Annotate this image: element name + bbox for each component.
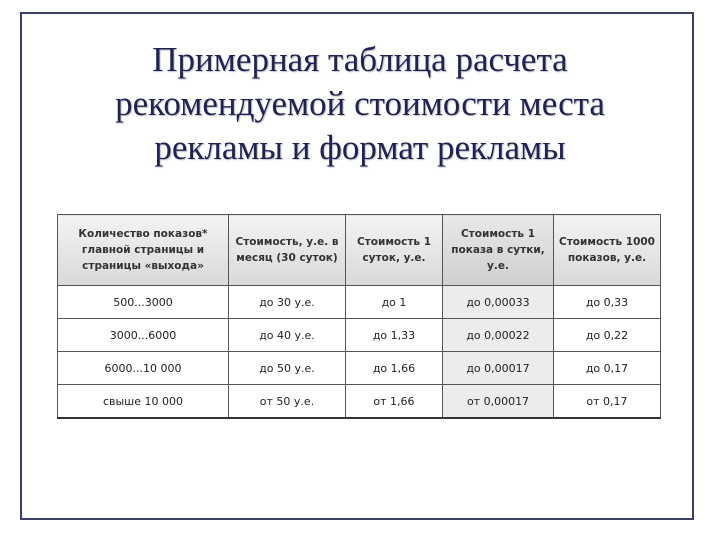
table-cell: до 40 у.е. <box>229 319 346 352</box>
table-cell: от 50 у.е. <box>229 385 346 419</box>
table-cell: до 50 у.е. <box>229 352 346 385</box>
table-row <box>58 286 661 319</box>
header-cell-monthly-cost: Стоимость, у.е. в месяц (30 суток) <box>229 215 346 286</box>
table-header-row <box>58 215 661 286</box>
title-line-1: Примерная таблица расчета <box>152 40 568 79</box>
table-cell: свыше 10 000 <box>58 385 229 419</box>
table-cell: до 30 у.е. <box>229 286 346 319</box>
table-row <box>58 319 661 352</box>
table-cell: 500...3000 <box>58 286 229 319</box>
table-cell: 6000...10 000 <box>58 352 229 385</box>
table-cell: 3000...6000 <box>58 319 229 352</box>
table-cell: до 1 <box>346 286 443 319</box>
title-line-2: рекомендуемой стоимости места <box>115 84 605 123</box>
table-row <box>58 385 661 419</box>
cost-table <box>57 214 661 419</box>
table-cell: до 1,33 <box>346 319 443 352</box>
table-cell: до 0,33 <box>554 286 661 319</box>
table-cell: от 0,00017 <box>443 385 554 419</box>
table-cell: до 0,00022 <box>443 319 554 352</box>
table-cell: от 1,66 <box>346 385 443 419</box>
table-row <box>58 352 661 385</box>
table-cell: до 0,00017 <box>443 352 554 385</box>
header-cell-daily-cost: Стоимость 1 суток, у.е. <box>346 215 443 286</box>
table-cell: до 0,22 <box>554 319 661 352</box>
table-cell: до 0,00033 <box>443 286 554 319</box>
header-cell-cpm: Стоимость 1000 показов, у.е. <box>554 215 661 286</box>
page-title <box>20 38 700 170</box>
title-line-3: рекламы и формат рекламы <box>154 128 566 167</box>
header-cell-impressions: Количество показов* главной страницы и страницы «выхода» <box>58 215 229 286</box>
table-cell: до 1,66 <box>346 352 443 385</box>
table-cell: от 0,17 <box>554 385 661 419</box>
table-cell: до 0,17 <box>554 352 661 385</box>
header-cell-per-impression-cost: Стоимость 1 показа в сутки, у.е. <box>443 215 554 286</box>
